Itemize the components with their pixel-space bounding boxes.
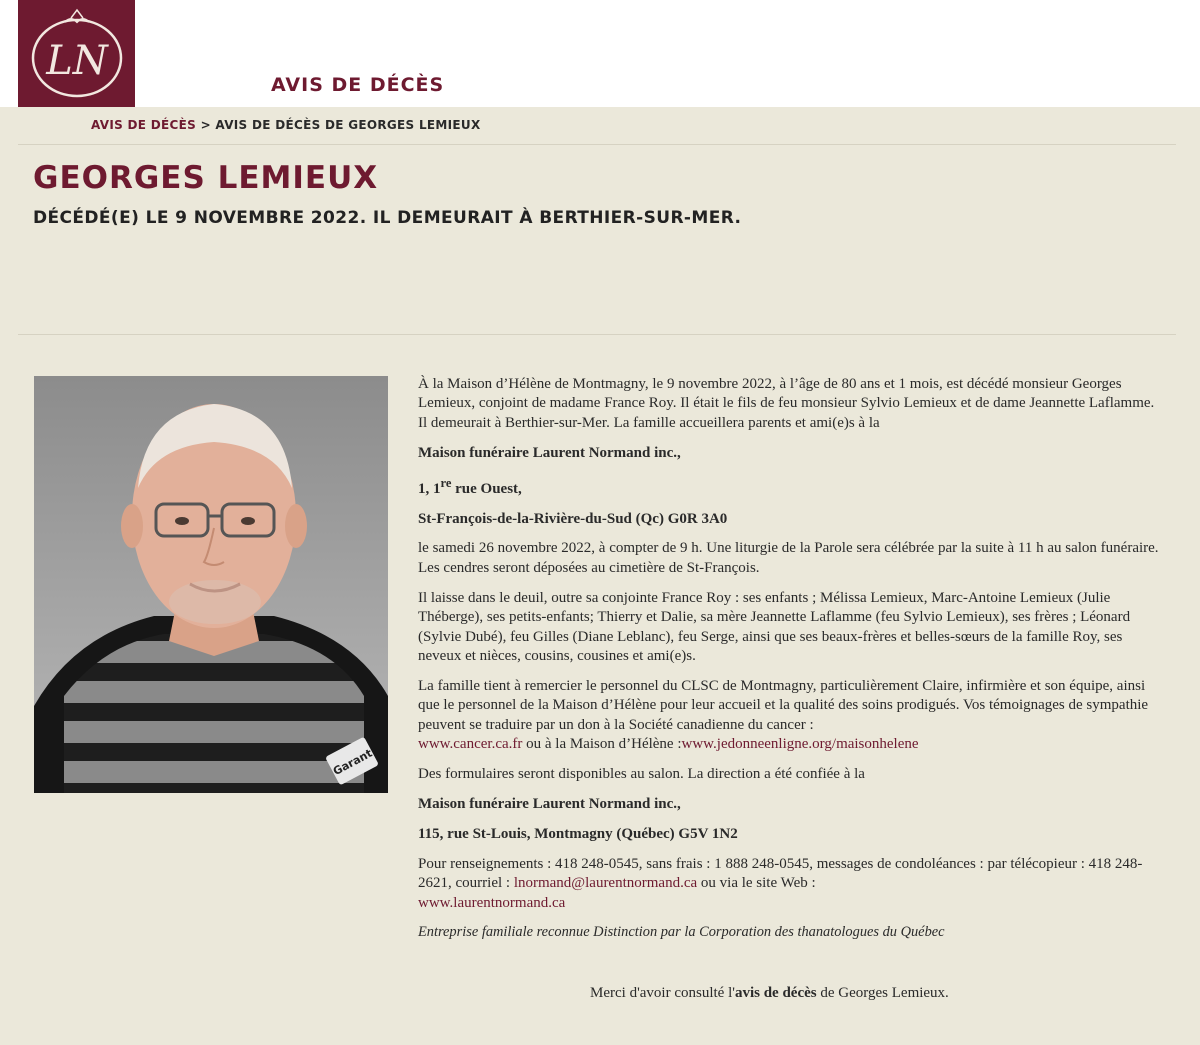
breadcrumb-current: AVIS DE DÉCÈS DE GEORGES LEMIEUX [215,118,481,132]
paragraph-thanks-mid: ou à la Maison d’Hélène : [522,736,682,753]
funeral-home-name-2: Maison funéraire Laurent Normand inc., [418,795,681,812]
paragraph-thanks [418,677,1163,755]
thanks-post: de Georges Lemieux. [816,985,949,1001]
company-distinction: Entreprise familiale reconnue Distinction par la Corporation des thanatologues du Québec [418,924,945,941]
funeral-home-name: Maison funéraire Laurent Normand inc., [418,444,681,461]
paragraph-contact-text: Pour renseignements : 418 248-0545, sans frais : 1 888 248-0545, messages de condoléances : par télécopieur : 418 248-2621, courriel : [418,855,1143,892]
funeral-home-address-line1 [418,474,1163,499]
paragraph-thanks-text: La famille tient à remercier le personnel du CLSC de Montmagny, particulièrement Claire, infirmière et son équipe, ainsi que le personnel de la Maison d’Hélène pour leur accueil et la qualité des soins prodigués. Vos témoignages de sympathie peuvent se traduire par un don à la Société canadienne du cancer : [418,677,1149,733]
photo-badge-text: Garant [330,746,375,779]
divider-middle [18,334,1176,335]
logo-text: LN [45,37,108,84]
logo-emblem-icon [25,4,129,104]
paragraph-forms: Des formulaires seront disponibles au salon. La direction a été confiée à la [418,766,865,782]
nav-title[interactable]: AVIS DE DÉCÈS [271,74,445,96]
email-link[interactable]: lnormand@laurentnormand.ca [513,875,698,892]
portrait-photo [34,376,388,793]
cancer-donation-link[interactable]: www.cancer.ca.fr [418,736,523,753]
thanks-bold: avis de décès [734,985,817,1001]
breadcrumb [91,118,481,132]
deceased-name: GEORGES LEMIEUX [33,160,379,196]
top-header [0,0,1200,107]
thanks-pre: Merci d'avoir consulté l' [590,985,735,1001]
paragraph-contact [418,855,1163,913]
paragraph-intro: À la Maison d’Hélène de Montmagny, le 9 novembre 2022, à l’âge de 80 ans et 1 mois, est décédé monsieur Georges Lemieux, conjoint de madame France Roy. Il était le fils de feu monsieur Sylvio Lemieux et de dame Jeannette Laflamme. Il demeurait à Berthier-sur-Mer. La famille accueillera parents et ami(e)s à la [418,376,1155,431]
obituary-text [418,375,1163,953]
paragraph-contact-mid: ou via le site Web : [697,875,816,892]
addr-superscript: re [440,475,452,490]
funeral-home-address-2: 115, rue St-Louis, Montmagny (Québec) G5V 1N2 [418,825,738,842]
death-summary: DÉCÉDÉ(E) LE 9 NOVEMBRE 2022. IL DEMEURAIT À BERTHIER-SUR-MER. [33,208,742,228]
maison-helene-donation-link[interactable]: www.jedonneenligne.org/maisonhelene [681,736,919,753]
paragraph-family: Il laisse dans le deuil, outre sa conjointe France Roy : ses enfants ; Mélissa Lemieux, Marc-Antoine Lemieux (Julie Théberge), ses petits-enfants; Thierry et Dalie, sa mère Jeannette Laflamme (feu Sylvio Lemieux), ses frères ; Léonard (Sylvie Dubé), feu Gilles (Diane Leblanc), feu Serge, ainsi que ses beaux-frères et belles-sœurs de la famille Roy, ses neveux et nièces, cousins, cousines et ami(e)s. [418,589,1131,664]
divider-top [18,144,1176,145]
logo[interactable] [18,0,135,107]
addr-street: rue Ouest, [451,480,522,497]
addr-number: 1, 1 [418,480,441,497]
thanks-message [590,985,949,1002]
breadcrumb-separator: > [200,118,211,132]
funeral-home-address-line2: St-François-de-la-Rivière-du-Sud (Qc) G0R 3A0 [418,510,728,527]
breadcrumb-home-link[interactable]: AVIS DE DÉCÈS [91,118,197,132]
website-link[interactable]: www.laurentnormand.ca [418,894,566,911]
paragraph-ceremony: le samedi 26 novembre 2022, à compter de 9 h. Une liturgie de la Parole sera célébrée par la suite à 11 h au salon funéraire. Les cendres seront déposées au cimetière de St-François. [418,540,1159,576]
